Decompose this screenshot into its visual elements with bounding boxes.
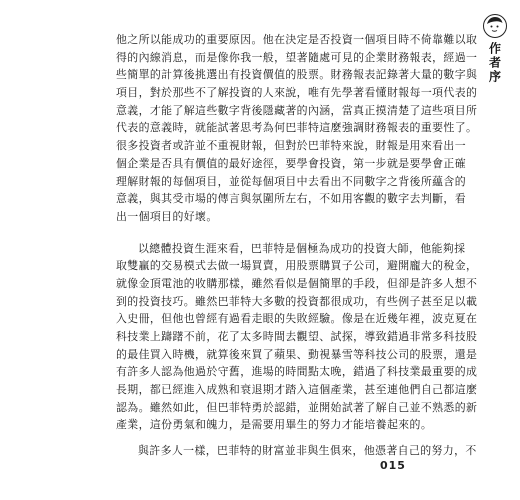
text-line: 出一個項目的好壞。 <box>116 209 218 223</box>
text-line: 個企業是否具有價值的最好途徑，要學會投資，第一步就是要學會正確 <box>116 156 467 170</box>
text-line: 代表的意義時，就能試著思考為何巴菲特這麼強調財務報表的重要性了。 <box>116 121 478 135</box>
text-line: 以總體投資生涯來看，巴菲特是個極為成功的投資大師，他能夠採 <box>138 241 466 255</box>
text-line: 就像金頂電池的收購那樣，雖然看似是個簡單的手段，但卻是許多人想不 <box>116 276 478 290</box>
text-line: 科技業上躊躇不前，花了太多時間去觀望、試探，導致錯過非常多科技股 <box>116 330 478 343</box>
paragraph <box>116 31 478 226</box>
text-line: 很多投資者或許並不重視財報，但對於巴菲特來說，財報是用來看出一 <box>116 139 467 153</box>
text-line: 認為。雖然如此，但巴菲特勇於認錯，並開始試著了解自己並不熟悉的新 <box>116 400 478 414</box>
avatar-icon <box>483 14 507 38</box>
text-line: 與許多人一樣，巴菲特的財富並非與生俱來，他憑著自己的努力，不 <box>138 444 477 458</box>
text-line: 些簡單的計算後挑選出有投資價值的股票。財務報表記錄著大量的數字與 <box>116 68 478 82</box>
text-line: 項目，對於那些不了解投資的人來說，唯有先學著看懂財報每一項代表的 <box>116 86 478 100</box>
text-line: 產業，這份勇氣和魄力，是需要用畢生的努力才能培養起來的。 <box>116 418 433 432</box>
text-line: 他之所以能成功的重要原因。他在決定是否投資一個項目時不倚靠難以取 <box>116 33 478 46</box>
chapter-side-tab <box>472 14 518 84</box>
text-line: 理解財報的每個項目，並從每個項目中去看出不同數字之背後所蘊含的 <box>116 174 467 188</box>
section-label: 作者序 <box>487 42 502 84</box>
text-line: 到的投資技巧。雖然巴菲特大多數的投資都很成功，有些例子甚至足以載 <box>116 294 478 308</box>
body-text <box>116 31 478 460</box>
text-line: 長期，都已經進入成熟和衰退期才踏入這個產業，甚至連他們自己都這麼 <box>116 383 478 397</box>
text-line: 得的內線消息，而是像你我一般，望著隨處可見的企業財務報表，經過一 <box>116 50 478 64</box>
text-line: 有許多人認為他過於守舊，進場的時間點太晚，錯過了科技業最重要的成 <box>116 365 478 379</box>
text-line: 取雙贏的交易模式去做一場買賣，用股票購買子公司，避開龐大的稅金， <box>116 259 478 273</box>
text-line: 意義，才能了解這些數字背後隱藏著的內涵，當真正摸清楚了這些項目所 <box>116 103 478 117</box>
paragraph <box>116 442 477 460</box>
text-line: 的最佳買入時機，就算後來買了蘋果、動視暴雪等科技公司的股票，還是 <box>116 347 478 361</box>
page-number: 015 <box>380 459 406 472</box>
text-line: 意義，與其受市場的傳言與氛圍所左右，不如用客觀的數字去判斷，看 <box>116 192 467 206</box>
paragraph <box>116 240 478 435</box>
text-line: 入史冊，但他也曾經有過看走眼的失敗經驗。像是在近幾年裡，波克夏在 <box>116 312 478 326</box>
